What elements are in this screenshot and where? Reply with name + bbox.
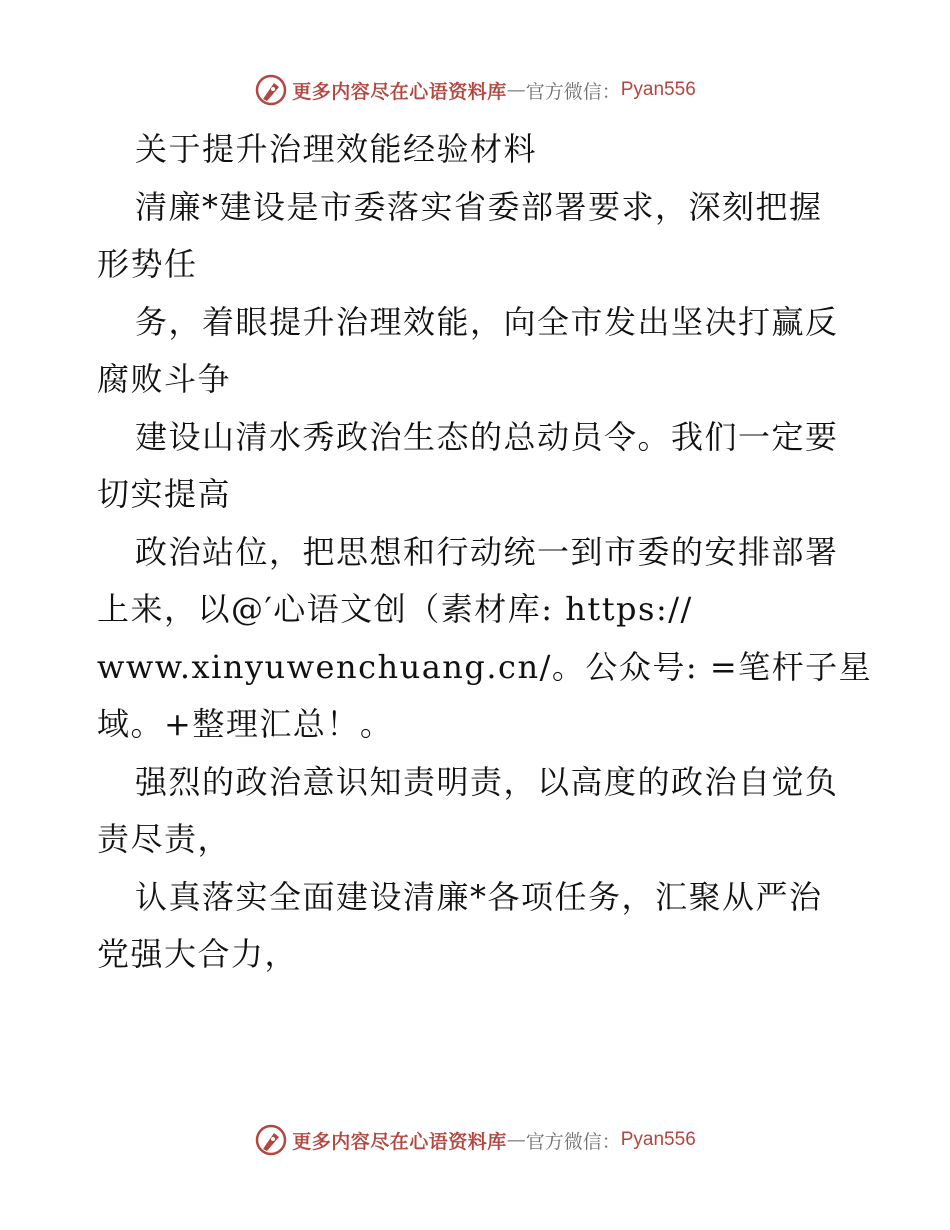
document-title: 关于提升治理效能经验材料 [135,130,538,168]
paragraph-line: 域。+整理汇总！。 [97,705,394,743]
banner-wechat-id: Pyan556 [620,79,696,100]
banner-title: 更多内容尽在心语资料库 [292,1130,507,1153]
paragraph-line: 切实提高 [97,475,232,513]
banner-wechat-label: 官方微信： [525,80,621,103]
banner-wechat-id: Pyan556 [620,1129,696,1150]
paragraph-line: 上来，以@′心语文创（素材库: https:// [97,590,693,628]
paragraph-line: 形势任 [97,245,198,283]
paragraph-line: 务，着眼提升治理效能，向全市发出坚决打赢反 [135,302,839,341]
paragraph-line: 责尽责， [97,820,232,858]
paragraph-line: www.xinyuwenchuang.cn/。公众号: =笔杆子星 [97,647,873,686]
banner-separator: — [506,1129,526,1151]
footer-banner [0,1122,950,1158]
paragraph-line: 腐败斗争 [97,360,232,398]
paragraph-line: 认真落实全面建设清廉*各项任务，汇聚从严治 [135,877,823,916]
paragraph-line: 建设山清水秀政治生态的总动员令。我们一定要 [135,417,839,456]
banner-title: 更多内容尽在心语资料库 [292,80,507,103]
paragraph-line: 强烈的政治意识知责明责，以高度的政治自觉负 [135,762,839,801]
pen-nib-circle-icon [254,73,288,107]
pen-nib-circle-icon [254,1123,288,1157]
paragraph-line: 清廉*建设是市委落实省委部署要求，深刻把握 [135,187,823,226]
document-body [97,121,873,984]
banner-separator: — [506,79,526,101]
header-banner [0,72,950,108]
paragraph-line: 党强大合力， [97,935,299,973]
banner-wechat-label: 官方微信： [525,1130,621,1153]
paragraph-line: 政治站位，把思想和行动统一到市委的安排部署 [135,532,839,571]
